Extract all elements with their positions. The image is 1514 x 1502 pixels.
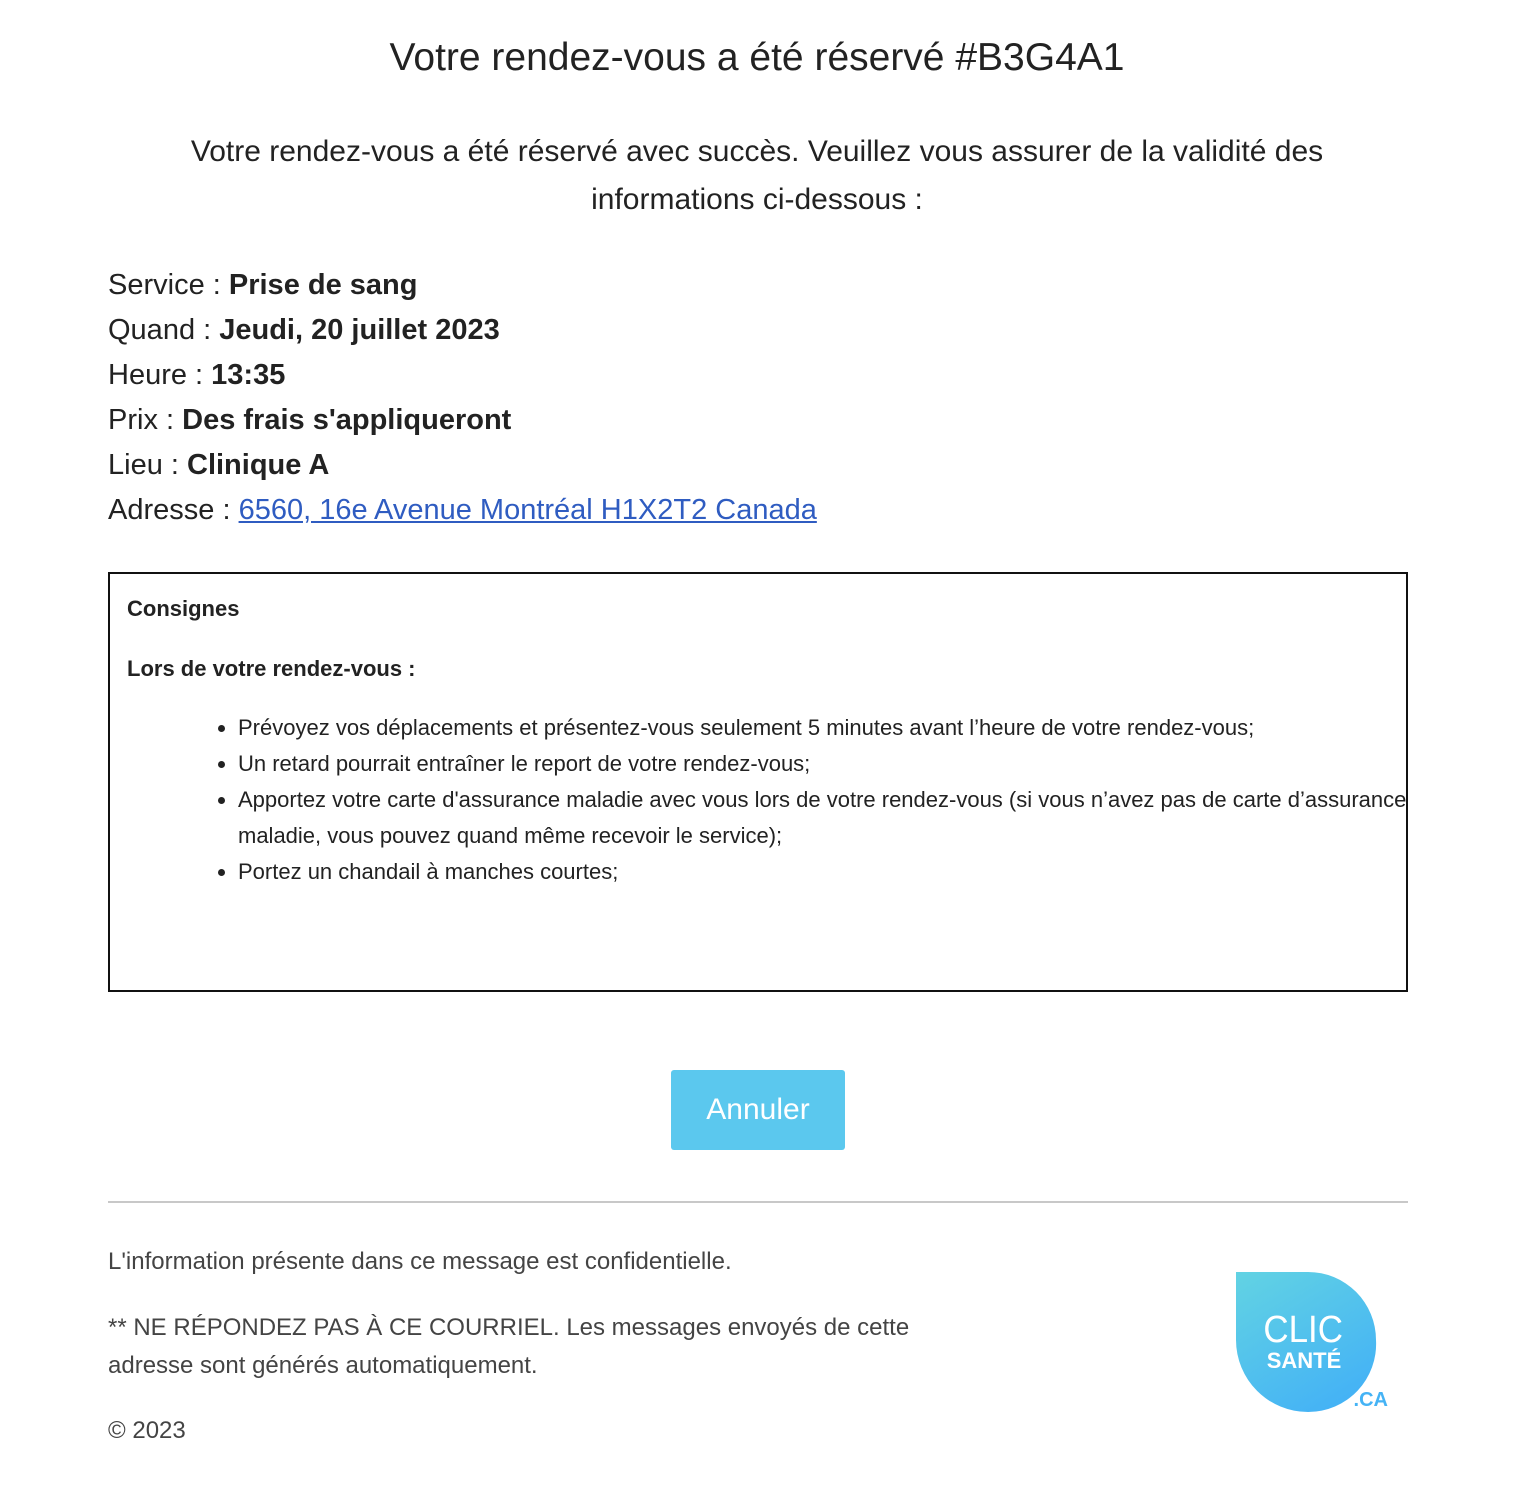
when-label: Quand : [108,314,220,346]
price-label: Prix : [108,404,183,436]
price-row [108,398,1408,443]
price-value: Des frais s'appliqueront [182,404,512,436]
place-value: Clinique A [187,449,330,481]
address-row [108,488,1408,533]
no-reply-notice: ** NE RÉPONDEZ PAS À CE COURRIEL. Les messages envoyés de cette adresse sont générés automatiquement. [108,1314,910,1379]
time-value: 13:35 [211,359,286,391]
instructions-box [108,572,1408,992]
instructions-heading: Consignes [127,596,240,621]
address-label: Adresse : [108,494,239,526]
when-value: Jeudi, 20 juillet 2023 [219,314,500,346]
place-row [108,443,1408,488]
place-label: Lieu : [108,449,187,481]
logo-suffix: .CA [1353,1389,1388,1411]
service-row [108,263,1408,308]
cancel-button[interactable]: Annuler [671,1070,845,1150]
confidential-notice: L'information présente dans ce message est confidentielle. [108,1248,732,1275]
logo-line2: SANTÉ [1266,1348,1342,1373]
time-label: Heure : [108,359,212,391]
page-title: Votre rendez-vous a été réservé #B3G4A1 [389,36,1125,79]
address-link[interactable]: 6560, 16e Avenue Montréal H1X2T2 Canada [238,494,817,526]
intro-text: Votre rendez-vous a été réservé avec succès. Veuillez vous assurer de la validité des informations ci-dessous : [190,135,1324,216]
list-item: • Apportez votre carte d'assurance maladie avec vous lors de votre rendez-vous (si vous n’avez pas de carte d’assurance maladie, vous pouvez quand même recevoir le service); [238,782,1418,854]
list-item: • Un retard pourrait entraîner le report de votre rendez-vous; [238,746,1418,782]
copyright: © 2023 [108,1417,186,1444]
time-row [108,353,1408,398]
list-item: • Prévoyez vos déplacements et présentez-vous seulement 5 minutes avant l’heure de votre rendez-vous; [238,710,1418,746]
clic-sante-logo [1236,1272,1396,1417]
instructions-list [198,710,1418,890]
instructions-subheading: Lors de votre rendez-vous : [127,656,416,681]
service-value: Prise de sang [228,269,418,301]
appointment-details [108,263,1408,533]
list-item: • Portez un chandail à manches courtes; [238,854,1418,890]
service-label: Service : [108,269,229,301]
when-row [108,308,1408,353]
logo-line1: CLIC [1263,1307,1343,1351]
footer-divider [108,1201,1408,1203]
